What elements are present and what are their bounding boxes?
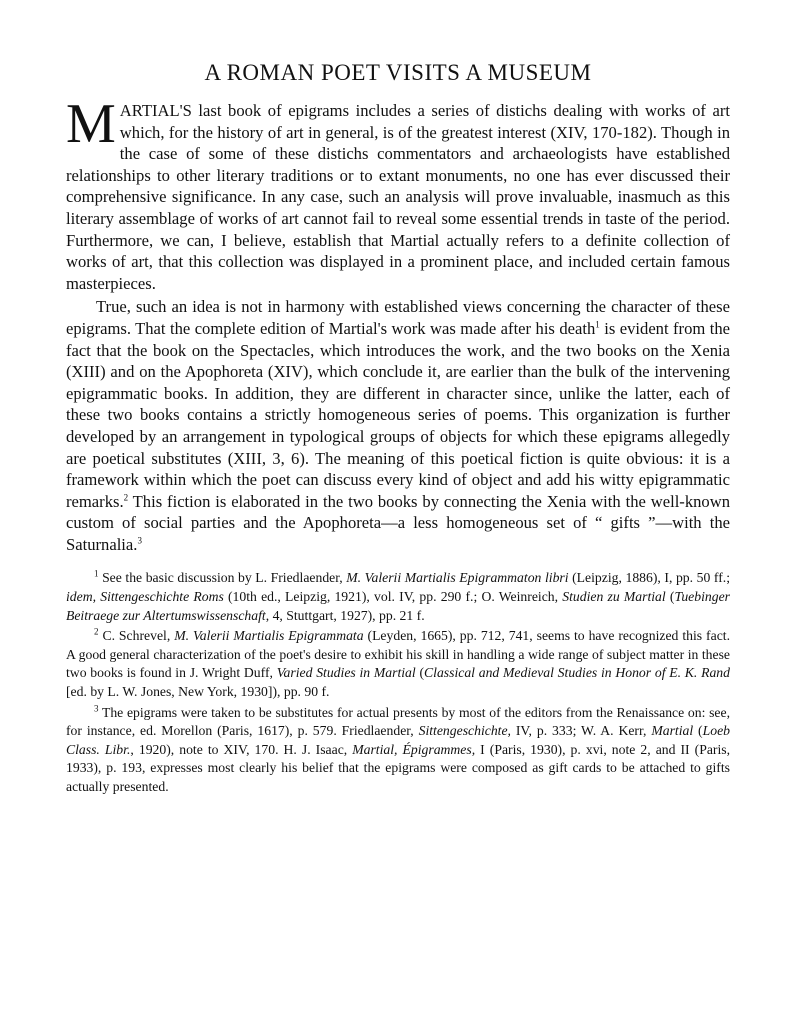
footnote-2-italic: Varied Studies in Martial xyxy=(276,665,416,681)
footnote-1-text: ( xyxy=(665,589,675,605)
footnote-ref-3: 3 xyxy=(137,535,142,546)
footnote-2-italic: Classical and Medieval Studies in Honor of E. K. Rand xyxy=(424,665,730,681)
footnote-ref-1: 1 xyxy=(595,319,600,330)
footnote-3 xyxy=(66,704,730,797)
footnotes xyxy=(66,569,730,796)
footnote-3-text: I (Paris, 1930), p. xvi, note 2, and II (Paris, 1933), p. 193, expresses most clearly his belief that the epigrams were composed as gift cards to be attached to gifts actually presented. xyxy=(66,741,731,794)
footnote-2-italic: M. Valerii Martialis Epigrammata xyxy=(174,628,364,644)
paragraph-1 xyxy=(66,93,730,294)
paragraph-1-text: ARTIAL'S last book of epigrams includes a series of distichs dealing with works of art which, for the history of art in general, is of the greatest interest (XIV, 170-182). Though in the case of some of these distichs commentators and archaeologists have established relationships to other literary traditions or to extant monuments, no one has ever discussed their comprehensive significance. In any case, such an analysis will prove invaluable, inasmuch as this literary assemblage of works of art cannot fail to reveal some essential trends in taste of the period. Furthermore, we can, I believe, establish that Martial actually refers to a definite collection of works of art, that this collection was displayed in a prominent place, and included certain famous masterpieces. xyxy=(66,101,730,293)
footnote-3-text: ( xyxy=(693,723,703,739)
footnote-1-italic: Studien zu Martial xyxy=(562,589,666,605)
footnote-3-italic: Loeb Class. Libr. xyxy=(66,723,730,757)
footnote-1-italic: idem, Sittengeschichte Roms xyxy=(66,589,224,605)
drop-cap: M xyxy=(66,93,116,155)
footnote-2-text: (Leyden, 1665), pp. 712, 741, seems to have recognized this fact. A good general characterization of the poet's desire to exhibit his skill in handling a wide range of subject matter in these two books is found in J. Wright Duff, xyxy=(66,628,730,681)
footnote-3-italic: Martial xyxy=(651,723,694,739)
footnote-2 xyxy=(66,627,730,701)
footnote-3-number: 3 xyxy=(94,703,99,714)
paragraph-2-part-2: is evident from the fact that the book on the Spectacles, which introduces the work, and the two books on the Xenia (XIII) and on the Apophoreta (XIV), which conclude it, are earlier than the bulk of the intervening epigrammatic books. In addition, they are different in character since, unlike the latter, each of these two books contains a strictly homogeneous series of poems. This organization is further developed by an arrangement in typological groups of objects for which these epigrams allegedly are poetical substitutes (XIII, 3, 6). The meaning of this poetical fiction is quite obvious: it is a framework within which the poet can discuss every kind of object and add his witty epigrammatic remarks. xyxy=(66,318,731,511)
footnote-1 xyxy=(66,569,730,625)
paragraph-2-part-3: This fiction is elaborated in the two books by connecting the Xenia with the well-known custom of social parties and the Apophoreta—a less homogeneous set of “ gifts ”—with the Saturnalia. xyxy=(66,491,730,554)
paragraph-2 xyxy=(66,296,730,555)
footnote-2-text: [ed. by L. W. Jones, New York, 1930]), pp. 90 f. xyxy=(66,684,330,700)
article-body xyxy=(66,93,731,555)
footnote-3-italic: Martial, Épigrammes, xyxy=(352,741,476,757)
footnote-ref-2: 2 xyxy=(123,492,129,503)
footnote-2-text: C. Schrevel, xyxy=(98,628,175,644)
footnote-2-text: ( xyxy=(415,665,425,681)
footnote-3-text: IV, p. 333; W. A. Kerr, xyxy=(510,723,652,739)
footnote-3-text: The epigrams were taken to be substitutes for actual presents by most of the editors from the Renaissance on: see, for instance, ed. Morellon (Paris, 1617), p. 579. Friedlaender, xyxy=(66,704,730,739)
footnote-3-text: , 1920), note to XIV, 170. H. J. Isaac, xyxy=(130,741,353,757)
footnote-1-text: (Leipzig, 1886), I, pp. 50 ff.; xyxy=(568,570,731,586)
article-title: A ROMAN POET VISITS A MUSEUM xyxy=(204,60,592,85)
footnote-3-italic: Sittengeschichte, xyxy=(418,723,511,739)
footnote-1-text: (10th ed., Leipzig, 1921), vol. IV, pp. 290 f.; O. Weinreich, xyxy=(223,589,563,605)
footnote-1-italic: Tuebinger Beitraege zur Altertumswissenschaft xyxy=(66,589,730,623)
footnote-1-text: See the basic discussion by L. Friedlaender, xyxy=(98,570,347,586)
footnote-2-number: 2 xyxy=(94,626,99,637)
article-page xyxy=(66,56,730,797)
footnote-1-text: , 4, Stuttgart, 1927), pp. 21 f. xyxy=(265,607,425,623)
footnote-1-italic: M. Valerii Martialis Epigrammaton libri xyxy=(346,570,569,586)
footnote-1-number: 1 xyxy=(94,568,99,579)
paragraph-2-part-1: True, such an idea is not in harmony with established views concerning the character of these epigrams. That the complete edition of Martial's work was made after his death xyxy=(66,297,730,338)
